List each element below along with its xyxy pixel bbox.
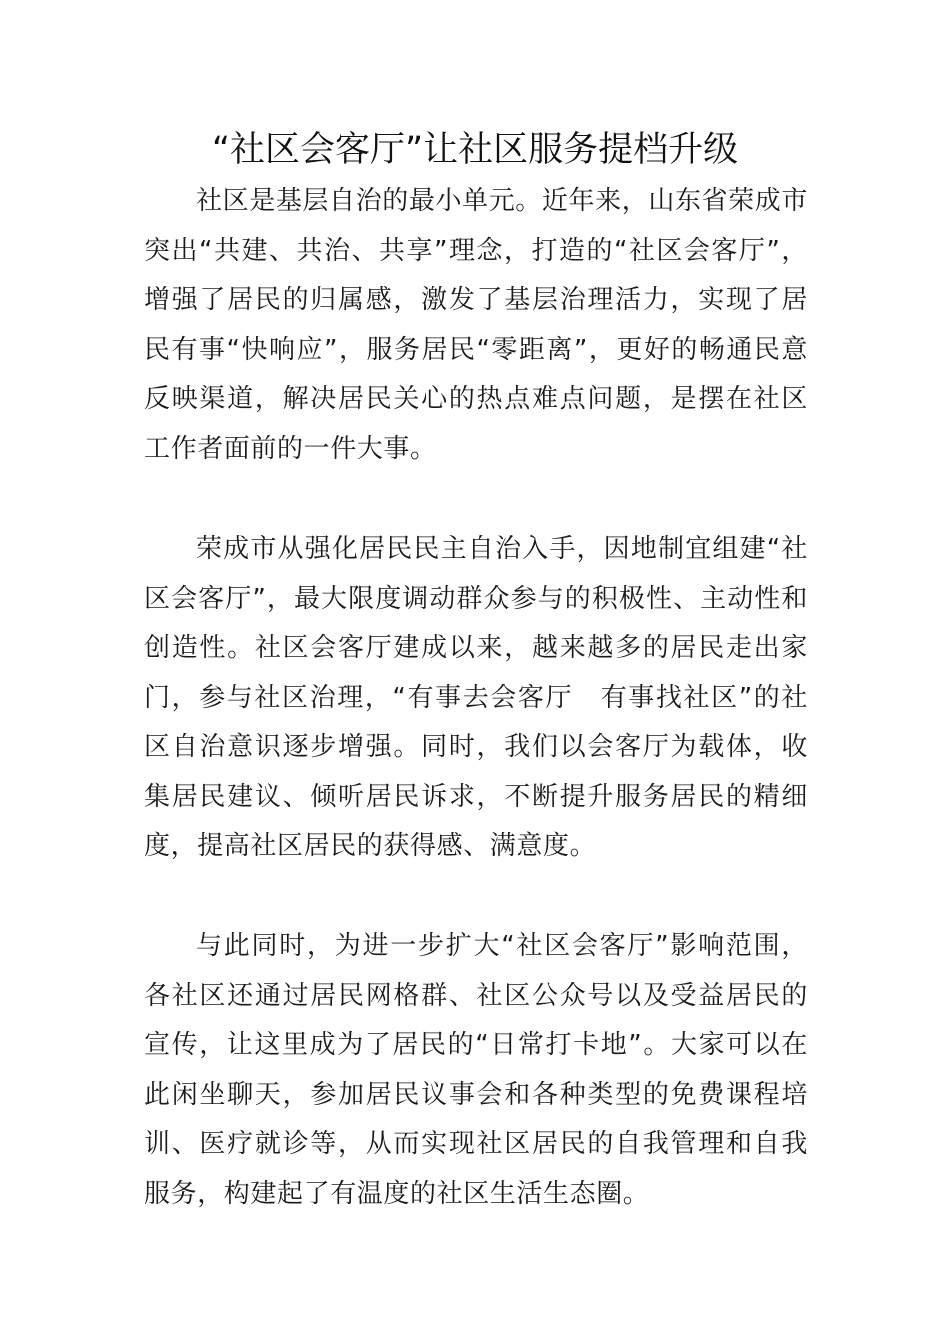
paragraph-2: 荣成市从强化居民民主自治入手，因地制宜组建“社区会客厅”，最大限度调动群众参与的积极性、主动性和创造性。社区会客厅建成以来，越来越多的居民走出家门，参与社区治理，“有事去会客厅 有事找社区”的社区自治意识逐步增强。同时，我们以会客厅为载体，收集居民建议、倾听居民诉求，不断提升服务居民的精细度，提高社区居民的获得感、满意度。 <box>144 534 808 861</box>
paragraph-3: 与此同时，为进一步扩大“社区会客厅”影响范围，各社区还通过居民网格群、社区公众号以及受益居民的宣传，让这里成为了居民的“日常打卡地”。大家可以在此闲坐聊天，参加居民议事会和各种类型的免费课程培训、医疗就诊等，从而实现社区居民的自我管理和自我服务，构建起了有温度的社区生活生态圈。 <box>144 931 808 1209</box>
document-title: “社区会客厅”让社区服务提档升级 <box>211 130 739 170</box>
paragraph-1: 社区是基层自治的最小单元。近年来，山东省荣成市突出“共建、共治、共享”理念，打造的“社区会客厅”，增强了居民的归属感，激发了基层治理活力，实现了居民有事“快响应”，服务居民“零距离”，更好的畅通民意反映渠道，解决居民关心的热点难点问题，是摆在社区工作者面前的一件大事。 <box>144 186 808 464</box>
